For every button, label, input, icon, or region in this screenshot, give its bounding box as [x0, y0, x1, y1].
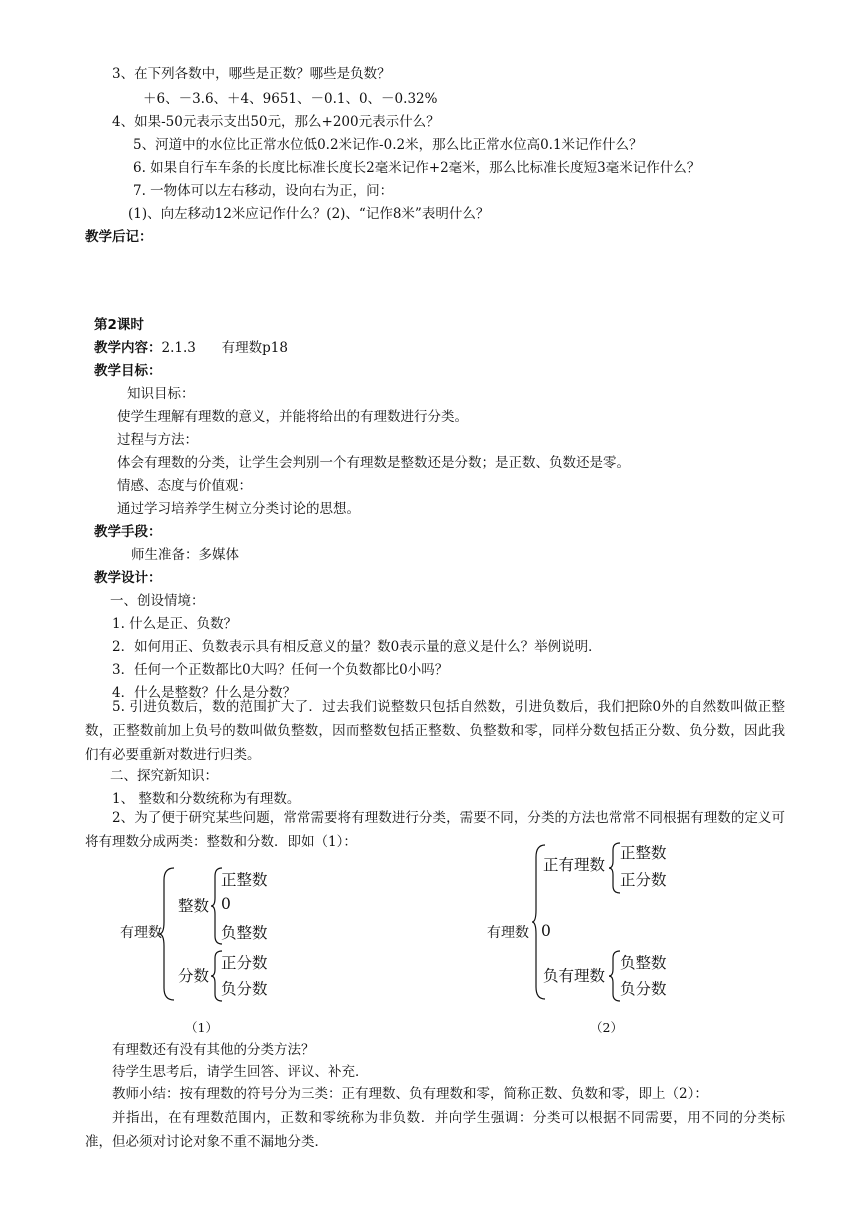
- tree1-root-brace: [158, 866, 176, 1002]
- wait-text: 待学生思考后，请学生回答、评议、补充．: [112, 1064, 369, 1080]
- exercise-4: 4、如果-50元表示支出50元，那么+200元表示什么？: [112, 114, 440, 130]
- means-text: 师生准备：多媒体: [131, 547, 239, 563]
- s2-item-2: 2、为了便于研究某些问题，常常需要将有理数进行分类，需要不同，分类的方法也常常不同根据有理数的定义可将有理数分成两类：整数和分数．即如（1）：: [85, 810, 785, 850]
- afterword-label: 教学后记：: [85, 229, 153, 245]
- exercise-7: 7. 一物体可以左右移动，设向右为正，问：: [133, 183, 394, 199]
- tree1-zero: 0: [221, 895, 231, 913]
- tree1-caption: （1）: [185, 1020, 218, 1035]
- tree2-caption: （2）: [590, 1020, 623, 1035]
- tree2-neg-rational: 负有理数: [543, 967, 606, 985]
- section-2-heading: 二、探究新知识：: [110, 768, 218, 784]
- process-label: 过程与方法：: [117, 432, 198, 448]
- tree2-zero: 0: [541, 922, 551, 940]
- s2-item-1: 1、 整数和分数统称为有理数。: [112, 791, 301, 807]
- s1-item-4: 4．什么是整数？什么是分数？: [112, 685, 297, 701]
- lesson-title: 第2课时: [94, 317, 144, 333]
- other-methods-question: 有理数还有没有其他的分类方法？: [112, 1042, 315, 1058]
- tree1-pos-int: 正整数: [221, 871, 268, 889]
- s1-item-2: 2．如何用正、负数表示具有相反意义的量？数0表示量的意义是什么？举例说明．: [112, 639, 602, 655]
- teacher-summary: 教师小结：按有理数的符号分为三类：正有理数、负有理数和零，简称正数、负数和零，即上（2）：: [112, 1086, 708, 1102]
- design-label: 教学设计：: [94, 570, 162, 586]
- emotion-text: 通过学习培养学生树立分类讨论的思想。: [117, 501, 360, 517]
- tree2-pos-frac: 正分数: [620, 871, 667, 889]
- s1-item-1: 1. 什么是正、负数？: [112, 616, 238, 632]
- s1-item-3: 3．任何一个正数都比0大吗？任何一个负数都比0小吗？: [112, 662, 449, 678]
- tree2-neg-frac: 负分数: [620, 980, 667, 998]
- emotion-label: 情感、态度与价值观：: [117, 478, 252, 494]
- s1-item-5: 5. 引进负数后，数的范围扩大了．过去我们说整数只包括自然数，引进负数后，我们把除0外的自然数叫做正整数，正整数前加上负号的数叫做负整数，因而整数包括正整数、负整数和零，同样分数包括正分数、负分数，因此我们有必要重新对数进行归类。: [85, 699, 785, 763]
- process-text: 体会有理数的分类，让学生会判别一个有理数是整数还是分数；是正数、负数还是零。: [117, 455, 630, 471]
- exercise-6: 6. 如果自行车车条的长度比标准长度长2毫米记作+2毫米，那么比标准长度短3毫米记作什么？: [133, 160, 701, 176]
- tree1-neg-frac: 负分数: [221, 980, 268, 998]
- means-label: 教学手段：: [94, 524, 162, 540]
- knowledge-text: 使学生理解有理数的意义，并能将给出的有理数进行分类。: [117, 409, 468, 425]
- exercise-3-numbers: ＋6、－3.6、＋4、9651、－0.1、0、－0.32%: [143, 91, 438, 107]
- tree1-root: 有理数: [120, 925, 162, 941]
- content-row: [94, 338, 288, 358]
- exercise-3: 3、在下列各数中，哪些是正数？哪些是负数？: [112, 66, 391, 82]
- tree2-root: 有理数: [487, 925, 529, 941]
- exercise-7-sub: (1)、向左移动12米应记作什么？(2)、“记作8米”表明什么？: [128, 206, 490, 222]
- tree1-pos-frac: 正分数: [221, 954, 268, 972]
- tree2-pos-rational: 正有理数: [543, 856, 606, 874]
- tree1-integer: 整数: [178, 897, 210, 915]
- tree2-pos-int: 正整数: [620, 844, 667, 862]
- tree2-neg-int: 负整数: [620, 954, 667, 972]
- exercise-5: 5、河道中的水位比正常水位低0.2米记作-0.2米，那么比正常水位高0.1米记作什么？: [133, 137, 643, 153]
- tree1-fraction: 分数: [178, 967, 210, 985]
- content-label: 教学内容：: [94, 340, 162, 356]
- tree1-neg-int: 负整数: [221, 924, 268, 942]
- section-1-heading: 一、创设情境：: [110, 593, 205, 609]
- goals-label: 教学目标：: [94, 363, 162, 379]
- point-out-text: 并指出，在有理数范围内，正数和零统称为非负数．并向学生强调：分类可以根据不同需要，用不同的分类标准，但必须对讨论对象不重不漏地分类．: [85, 1110, 785, 1150]
- content-value: 2.1.3 有理数p18: [161, 340, 288, 356]
- knowledge-label: 知识目标：: [127, 386, 195, 402]
